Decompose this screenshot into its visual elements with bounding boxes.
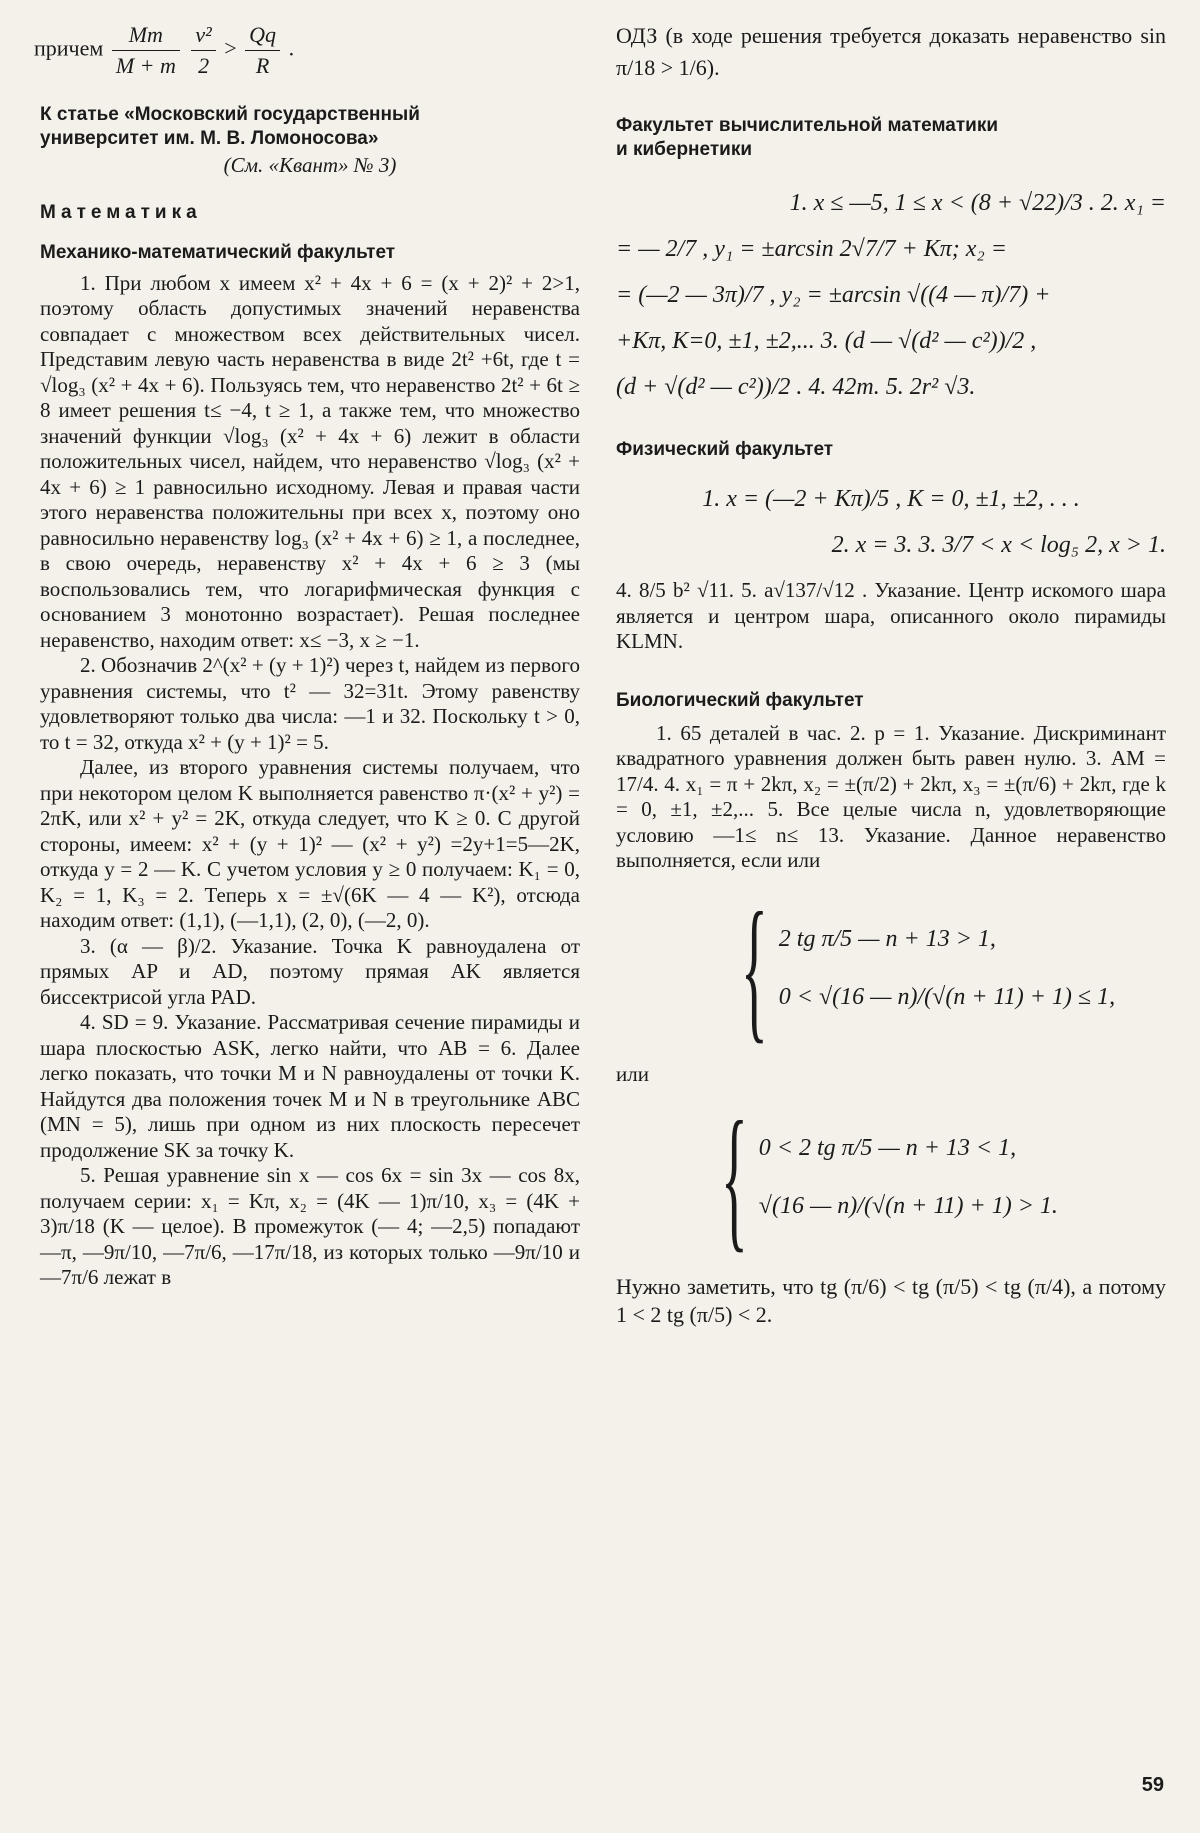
fraction-mass: $\frac{Mm}{M + m}$: [112, 20, 180, 81]
odz-note: ОДЗ (в ходе решения требуется доказать неравенство sin π/18 > 1/6).: [616, 23, 1166, 80]
article-title-line-2: университет им. М. В. Ломоносова»: [40, 128, 379, 149]
vmk-answer-line-5: (d + √(d² — c²))/2 . 4. 42m. 5. 2r² √3.: [616, 374, 976, 400]
faculty-heading-physics: Физический факультет: [616, 439, 834, 460]
curly-brace-icon: {: [720, 1088, 748, 1266]
system-2-row-2: √(16 — n)/(√(n + 11) + 1) > 1.: [758, 1193, 1058, 1219]
fraction-charge: $\frac{Qq}{R}$: [245, 20, 280, 81]
solution-2: 2. Обозначив 2^(x² + (y + 1)²) через t, найдем из первого уравнения системы, что t² — 32=31t. Этому равенству удовлетворяют только два числа: —1 и 32. Поскольку t > 0, то t = 32, откуда x² + (y + 1)² = 5.: [40, 653, 580, 754]
system-1-row-1: 2 tg π/5 — n + 13 > 1,: [778, 925, 996, 952]
physics-answer-3: 4. 8/5 b² √11. 5. a√137/√12 . Указание. Центр искомого шара является и центром шара, описанного около пирамиды KLMN.: [616, 578, 1166, 653]
solution-4: 4. SD = 9. Указание. Рассматривая сечение пирамиды и шара плоскостью ASK, легко найти, что AB = 6. Далее легко показать, что точки M и N равноудалены от точки K. Найдутся два положения точек M и N в треугольнике ABC (MN = 5), лишь при одном из них плоскость пересечет продолжение SK за точку K.: [40, 1010, 580, 1162]
system-2-row-1: 0 < 2 tg π/5 — n + 13 < 1,: [758, 1135, 1017, 1161]
physics-answer-1: 1. x = (—2 + Kπ)/5 , K = 0, ±1, ±2, . . .: [702, 486, 1080, 512]
faculty-heading-mekhmat: Механико-математический факультет: [40, 241, 396, 263]
biology-answer: 1. 65 деталей в час. 2. p = 1. Указание. Дискриминант квадратного уравнения должен быть равен нулю. 3. AM = 17/4. 4. x₁ = π + 2kπ, x₂ = ±(π/2) + 2kπ, x₃ = ±(π/6) + 2kπ, где k = 0, ±1, ±2,... 5. Все целые числа n, удовлетворяющие условию —1≤ n≤ 13. Указание. Данное неравенство выполняется, если или: [616, 720, 1166, 872]
solution-1: 1. При любом x имеем x² + 4x + 6 = (x + 2)² + 2>1, поэтому область допустимых значений неравенства совпадает с множеством всех действительных чисел. Представим левую часть неравенства в виде 2t² +6t, где t = √log₃ (x² + 4x + 6). Пользуясь тем, что неравенство 2t² + 6t ≥ 8 имеет решения t≤ −4, t ≥ 1, а также тем, что множество значений функции √log₃ (x² + 4x + 6) лежит в области положительных чисел, найдем, что неравенство √log₃ (x² + 4x + 6) ≥ 1 равносильно исходному. Левая и правая части этого неравенства положительны при всех x, поэтому оно равносильно неравенству log₃ (x² + 4x + 6) ≥ 1, а последнее, в свою очередь, неравенству x² + 4x + 6 ≥ 3 (мы воспользовались тем, что логарифмическая функция с основанием 3 монотонно возрастает). Решая последнее неравенство, находим ответ: x≤ −3, x ≥ −1.: [40, 270, 580, 652]
vmk-answer-line-2: = — 2/7 , y₁ = ±arcsin 2√7/7 + Kπ; x₂ =: [616, 236, 1007, 262]
section-heading: Математика: [40, 201, 202, 223]
vmk-answer-line-1: 1. x ≤ —5, 1 ≤ x < (8 + √22)/3 . 2. x₁ =: [789, 190, 1166, 216]
curly-brace-icon: {: [740, 878, 768, 1057]
vmk-answer-line-4: +Kπ, K=0, ±1, ±2,... 3. (d — √(d² — c²))/2 ,: [616, 328, 1037, 354]
faculty-heading-vmk-2: и кибернетики: [616, 139, 753, 160]
page-number: 59: [1141, 1774, 1164, 1796]
faculty-heading-biology: Биологический факультет: [616, 689, 864, 711]
inequality-system-1: [716, 878, 1166, 1057]
prichem-word: причем: [34, 35, 104, 61]
prev-article-ending: причем $\frac{Mm}{M + m}$ $\frac{\text{v²}}{2}$ > $\frac{Qq}{R}$ .: [34, 20, 580, 81]
fraction-velocity: $\frac{\text{v²}}{2}$: [191, 20, 215, 81]
article-reference: (См. «Квант» № 3): [223, 153, 397, 177]
biology-conclusion: Нужно заметить, что tg (π/6) < tg (π/5) < tg (π/4), а потому 1 < 2 tg (π/5) < 2.: [616, 1274, 1166, 1327]
system-1-row-2: 0 < √(16 — n)/(√(n + 11) + 1) ≤ 1,: [778, 983, 1116, 1010]
solution-5: 5. Решая уравнение sin x — cos 6x = sin 3x — cos 8x, получаем серии: x₁ = Kπ, x₂ = (4K — 1)π/10, x₃ = (4K + 3)π/18 (K — целое). В промежуток (— 4; —2,5) попадают —π, —9π/10, —7π/6, —17π/18, из которых только —9π/10 и —7π/6 лежат в: [40, 1163, 580, 1289]
faculty-heading-vmk-1: Факультет вычислительной математики: [616, 115, 999, 136]
right-column: [616, 20, 1166, 1329]
left-column: [34, 20, 580, 1291]
greater-sign: >: [224, 35, 237, 61]
solution-2-continued: Далее, из второго уравнения системы получаем, что при некотором целом K выполняется равенство π·(x² + y²) = 2πK, или x² + y² = 2K, откуда следует, что K ≥ 0. С другой стороны, имеем: x² + (y + 1)² — (x² + y²) =2y+1=5—2K, откуда y = 2 — K. С учетом условия y ≥ 0 получаем: K₁ = 0, K₂ = 1, K₃ = 2. Теперь x = ±√(6K — 4 — K²), отсюда находим ответ: (1,1), (—1,1), (2, 0), (—2, 0).: [40, 755, 580, 932]
article-title-line-1: К статье «Московский государственный: [40, 104, 420, 125]
or-word: или: [616, 1061, 649, 1086]
physics-answer-2: 2. x = 3. 3. 3/7 < x < log₅ 2, x > 1.: [831, 532, 1166, 558]
inequality-system-2: [696, 1088, 1166, 1266]
vmk-answer-line-3: = (—2 — 3π)/7 , y₂ = ±arcsin √((4 — π)/7) +: [616, 282, 1051, 308]
solution-3: 3. (α — β)/2. Указание. Точка K равноудалена от прямых AP и AD, поэтому прямая AK является биссектрисой угла PAD.: [40, 933, 580, 1009]
